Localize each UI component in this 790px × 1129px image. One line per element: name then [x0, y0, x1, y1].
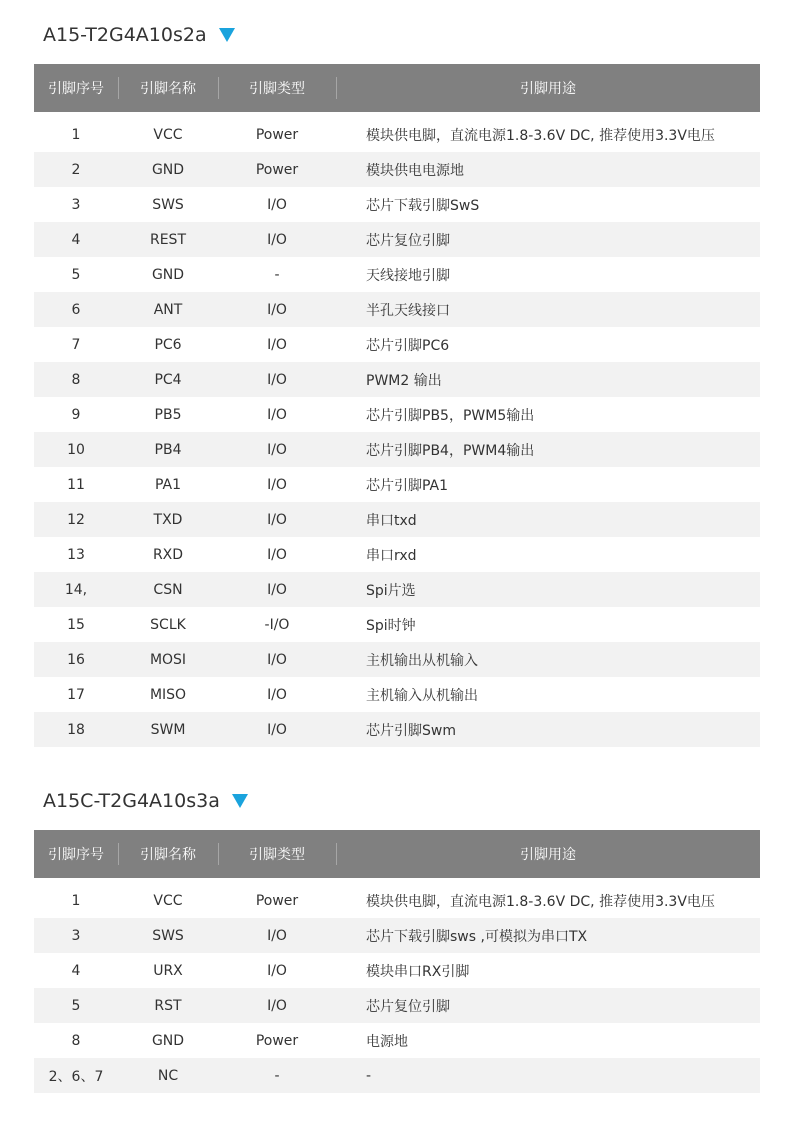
- pin-type-cell: I/O: [267, 997, 287, 1014]
- table-row: [34, 537, 760, 572]
- table-row: [34, 1058, 760, 1093]
- pin-name-cell: URX: [153, 962, 183, 979]
- pin-type-cell: I/O: [267, 686, 287, 703]
- pin-type-cell: I/O: [267, 371, 287, 388]
- section-title: [43, 786, 248, 816]
- pin-type-cell: Power: [255, 161, 299, 178]
- pin-name-cell: SWM: [150, 721, 186, 738]
- pin-type-cell: Power: [255, 892, 299, 909]
- pin-purpose-cell: 电源地: [366, 1033, 408, 1050]
- pin-name-cell: SCLK: [150, 616, 186, 633]
- pin-number-cell: 6: [71, 301, 81, 318]
- pin-purpose-cell: 芯片引脚PB5，PWM5输出: [366, 407, 535, 424]
- pin-name-cell: PA1: [154, 476, 182, 493]
- table-row: [34, 712, 760, 747]
- pin-purpose-cell: 模块串口RX引脚: [366, 963, 470, 980]
- header-pin-name: 引脚名称: [118, 830, 218, 878]
- pin-type-cell: -: [274, 1067, 280, 1084]
- table-body: [34, 878, 760, 1093]
- pin-name-cell: MOSI: [149, 651, 187, 668]
- pin-purpose-cell: 模块供电电源地: [366, 162, 464, 179]
- pin-type-cell: I/O: [267, 231, 287, 248]
- pin-purpose-cell: 芯片下载引脚sws ,可模拟为串口TX: [366, 928, 588, 945]
- pin-name-cell: PC6: [154, 336, 182, 353]
- pin-number-cell: 1: [71, 126, 81, 143]
- pin-purpose-cell: 串口txd: [366, 512, 417, 529]
- pin-type-cell: Power: [255, 126, 299, 143]
- pin-type-cell: -I/O: [264, 616, 290, 633]
- pin-number-cell: 4: [71, 962, 81, 979]
- pin-type-cell: I/O: [267, 721, 287, 738]
- pin-name-cell: GND: [151, 266, 185, 283]
- pin-number-cell: 14,: [64, 581, 88, 598]
- pin-number-cell: 9: [71, 406, 81, 423]
- pin-number-cell: 10: [67, 441, 85, 458]
- header-pin-purpose: 引脚用途: [336, 64, 760, 112]
- pin-name-cell: PC4: [154, 371, 182, 388]
- pin-number-cell: 18: [67, 721, 85, 738]
- table-row: [34, 642, 760, 677]
- triangle-down-icon: [232, 794, 248, 808]
- pin-name-cell: RST: [154, 997, 182, 1014]
- pin-purpose-cell: 芯片复位引脚: [366, 998, 450, 1015]
- pin-type-cell: I/O: [267, 196, 287, 213]
- header-pin-type: 引脚类型: [218, 64, 336, 112]
- header-pin-number: 引脚序号: [48, 847, 104, 863]
- table-row: [34, 152, 760, 187]
- pin-name-cell: VCC: [153, 126, 183, 143]
- pin-type-cell: I/O: [267, 581, 287, 598]
- pin-purpose-cell: 半孔天线接口: [366, 302, 450, 319]
- pin-type-cell: I/O: [267, 406, 287, 423]
- pin-name-cell: SWS: [152, 196, 184, 213]
- pin-purpose-cell: 芯片复位引脚: [366, 232, 450, 249]
- pin-purpose-cell: 串口rxd: [366, 547, 417, 564]
- table-row: [34, 257, 760, 292]
- table-row: [34, 432, 760, 467]
- pin-number-cell: 3: [71, 927, 81, 944]
- table-header-row: [34, 830, 760, 878]
- pin-number-cell: 7: [71, 336, 81, 353]
- pin-type-cell: I/O: [267, 651, 287, 668]
- pin-name-cell: REST: [149, 231, 186, 248]
- pin-number-cell: 17: [67, 686, 85, 703]
- pin-table: [34, 830, 760, 1093]
- pin-number-cell: 12: [67, 511, 85, 528]
- table-row: [34, 292, 760, 327]
- pin-number-cell: 5: [71, 266, 81, 283]
- table-body: [34, 112, 760, 747]
- pin-purpose-cell: 主机输出从机输入: [366, 652, 478, 669]
- table-row: [34, 362, 760, 397]
- pin-name-cell: VCC: [153, 892, 183, 909]
- table-row: [34, 988, 760, 1023]
- pin-number-cell: 3: [71, 196, 81, 213]
- pin-name-cell: PB4: [154, 441, 182, 458]
- table-header-row: [34, 64, 760, 112]
- pin-table: [34, 64, 760, 747]
- pin-name-cell: MISO: [149, 686, 187, 703]
- header-pin-purpose: 引脚用途: [336, 830, 760, 878]
- table-row: [34, 467, 760, 502]
- pin-type-cell: -: [274, 266, 280, 283]
- table-row: [34, 222, 760, 257]
- pin-type-cell: I/O: [267, 927, 287, 944]
- table-row: [34, 117, 760, 152]
- pin-number-cell: 11: [67, 476, 85, 493]
- pin-type-cell: I/O: [267, 336, 287, 353]
- pin-name-cell: ANT: [153, 301, 183, 318]
- header-pin-number: 引脚序号: [48, 81, 104, 97]
- pin-number-cell: 8: [71, 371, 81, 388]
- pin-number-cell: 13: [67, 546, 85, 563]
- pin-name-cell: NC: [157, 1067, 179, 1084]
- table-row: [34, 397, 760, 432]
- pin-name-cell: GND: [151, 161, 185, 178]
- pin-purpose-cell: Spi片选: [366, 582, 416, 599]
- pin-name-cell: RXD: [152, 546, 184, 563]
- table-row: [34, 327, 760, 362]
- table-row: [34, 572, 760, 607]
- pin-number-cell: 2: [71, 161, 81, 178]
- triangle-down-icon: [219, 28, 235, 42]
- table-row: [34, 1023, 760, 1058]
- header-pin-name: 引脚名称: [118, 64, 218, 112]
- pin-purpose-cell: 模块供电脚，直流电源1.8-3.6V DC, 推荐使用3.3V电压: [366, 893, 715, 910]
- pin-name-cell: TXD: [153, 511, 183, 528]
- pin-purpose-cell: Spi时钟: [366, 617, 416, 634]
- header-pin-type: 引脚类型: [218, 830, 336, 878]
- pin-name-cell: GND: [151, 1032, 185, 1049]
- pin-purpose-cell: 芯片引脚PA1: [366, 477, 449, 494]
- pin-purpose-cell: 芯片引脚PB4，PWM4输出: [366, 442, 535, 459]
- pin-purpose-cell: 芯片引脚PC6: [366, 337, 450, 354]
- pin-type-cell: I/O: [267, 962, 287, 979]
- table-row: [34, 918, 760, 953]
- table-row: [34, 607, 760, 642]
- pin-purpose-cell: 芯片下载引脚SwS: [366, 197, 480, 214]
- pin-type-cell: Power: [255, 1032, 299, 1049]
- pin-number-cell: 5: [71, 997, 81, 1014]
- pin-name-cell: SWS: [152, 927, 184, 944]
- table-row: [34, 502, 760, 537]
- pin-name-cell: PB5: [154, 406, 182, 423]
- pin-type-cell: I/O: [267, 301, 287, 318]
- pin-number-cell: 8: [71, 1032, 81, 1049]
- pin-type-cell: I/O: [267, 546, 287, 563]
- section-title: [43, 20, 235, 50]
- pin-number-cell: 15: [67, 616, 85, 633]
- pin-purpose-cell: 模块供电脚，直流电源1.8-3.6V DC, 推荐使用3.3V电压: [366, 127, 715, 144]
- pin-purpose-cell: 主机输入从机输出: [366, 687, 478, 704]
- table-row: [34, 953, 760, 988]
- pin-name-cell: CSN: [153, 581, 183, 598]
- pin-number-cell: 1: [71, 892, 81, 909]
- section-title-text: A15C-T2G4A10s3a: [43, 790, 220, 812]
- pin-type-cell: I/O: [267, 441, 287, 458]
- pin-purpose-cell: 天线接地引脚: [366, 267, 450, 284]
- pin-number-cell: 4: [71, 231, 81, 248]
- pin-number-cell: 2、6、7: [48, 1068, 104, 1085]
- pin-type-cell: I/O: [267, 476, 287, 493]
- section-title-text: A15-T2G4A10s2a: [43, 24, 207, 46]
- pin-purpose-cell: PWM2 输出: [366, 372, 442, 389]
- table-row: [34, 677, 760, 712]
- pin-purpose-cell: -: [366, 1067, 372, 1084]
- pin-number-cell: 16: [67, 651, 85, 668]
- pin-purpose-cell: 芯片引脚Swm: [366, 722, 456, 739]
- table-row: [34, 883, 760, 918]
- pin-type-cell: I/O: [267, 511, 287, 528]
- table-row: [34, 187, 760, 222]
